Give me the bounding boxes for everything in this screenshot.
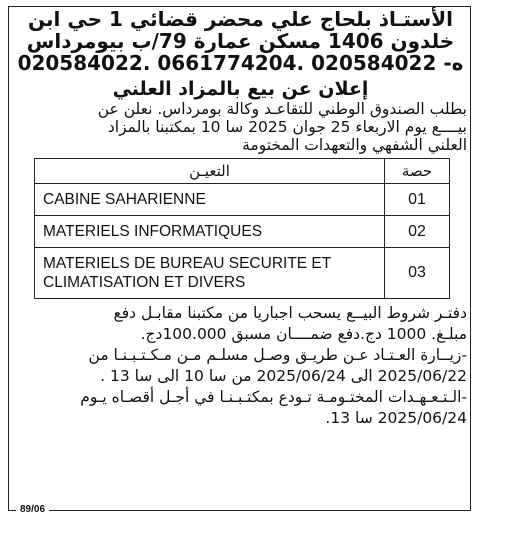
table-row (35, 248, 450, 299)
description-column-header: التعيـن (35, 159, 385, 184)
intro-line-2: بيــــع يوم الاربعاء 25 جوان 2025 سا 10 بمكتبنا بالمزاد (107, 118, 467, 136)
auction-notice (14, 8, 467, 429)
bailiff-line-1: الأستـاذ بلحاج علي محضر قضائي 1 حي ابن (28, 7, 453, 31)
bailiff-phones: ه- 020584022 .0661774204 .020584022 (17, 51, 464, 75)
lot-number: 01 (385, 184, 450, 216)
conditions-line-4: 2025/06/22 الى 2025/06/24 من سا 10 الى سا 13 . (100, 367, 467, 385)
bottom-rule (8, 510, 471, 511)
notice-title: إعلان عن بيع بالمزاد العلني (112, 78, 369, 100)
lot-description: CABINE SAHARIENNE (35, 184, 385, 216)
conditions-line-3: -زيــارة العـتـاد عـن طريـق وصـل مسلـم مـن مـكـتـبـنـا من (88, 346, 467, 364)
table-row (35, 216, 450, 248)
lot-column-header: حصة (385, 159, 450, 184)
lot-description: MATERIELS INFORMATIQUES (35, 216, 385, 248)
lot-number: 03 (385, 248, 450, 299)
intro-line-1: بطلب الصندوق الوطني للتقاعـد وكالة بومرداس. نعلن عن (97, 100, 467, 118)
conditions-line-2: مبلـغ. 1000 دج.دفع ضمــــان مسبق 100.000دج. (140, 325, 467, 343)
conditions-line-6: 2025/06/24 سا 13. (325, 409, 467, 427)
reference-number: 89/06 (16, 504, 49, 515)
lot-description: MATERIELS DE BUREAU SECURITE ET CLIMATISATION ET DIVERS (35, 248, 385, 299)
intro-line-3: العلني الشفهي والتعهدات المختومة (242, 136, 467, 154)
bailiff-line-2: خلدون 1406 مسكن عمارة 79/ب بيومرداس (26, 29, 455, 53)
table-row (35, 184, 450, 216)
lots-table-header (35, 159, 450, 184)
conditions-line-5: -الـتـعـهـدات المختـومـة تـودع بمكتـبـنـا في أجـل أقصـاه يـوم (80, 388, 467, 406)
conditions-line-1: دفتـر شروط البيــع يسحب اجباريا من مكتبنا مقابـل دفع (113, 304, 467, 322)
lots-table (34, 158, 450, 299)
lot-number: 02 (385, 216, 450, 248)
